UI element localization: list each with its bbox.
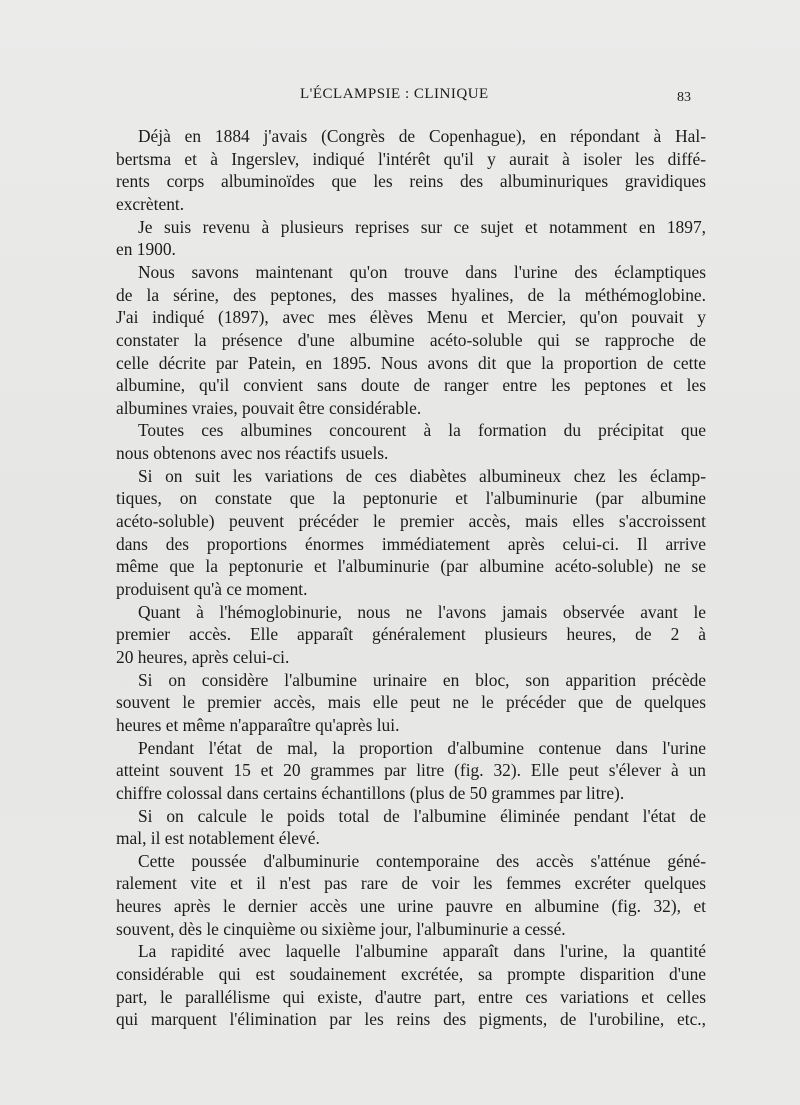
text-line: premier accès. Elle apparaît généralement plusieurs heures, de 2 à (116, 624, 706, 645)
text-line: tiques, on constate que la peptonurie et l'albuminurie (par albumine (116, 488, 706, 509)
text-line: 20 heures, après celui-ci. (116, 646, 290, 667)
text-line: qui marquent l'élimination par les reins des pigments, de l'urobiline, etc., (116, 1009, 706, 1030)
text-line: en 1900. (116, 239, 176, 260)
text-line: albumine, qu'il convient sans doute de ranger entre les peptones et les (116, 375, 706, 396)
text-line: Déjà en 1884 j'avais (Congrès de Copenhague), en répondant à Hal- (138, 126, 706, 146)
text-line: Si on suit les variations de ces diabètes albumineux chez les éclamp- (138, 465, 706, 486)
text-line: même que la peptonurie et l'albuminurie (par albumine acéto-soluble) ne se (116, 556, 706, 577)
text-line: Pendant l'état de mal, la proportion d'albumine contenue dans l'urine (138, 737, 706, 758)
text-line: mal, il est notablement élevé. (116, 828, 320, 849)
text-line: acéto-soluble) peuvent précéder le premier accès, mais elles s'accroissent (116, 511, 706, 531)
text-line: excrètent. (116, 193, 185, 214)
text-line: La rapidité avec laquelle l'albumine apparaît dans l'urine, la quantité (138, 941, 706, 962)
text-line: souvent, dès le cinquième ou sixième jour, l'albuminurie a cessé. (116, 918, 566, 939)
text-line: celle décrite par Patein, en 1895. Nous avons dit que la proportion de cette (116, 352, 706, 373)
text-line: Toutes ces albumines concourent à la formation du précipitat que (138, 420, 706, 441)
text-line: heures et même n'apparaître qu'après lui. (116, 714, 400, 735)
text-line: Si on calcule le poids total de l'albumine éliminée pendant l'état de (138, 805, 706, 826)
text-line: Si on considère l'albumine urinaire en bloc, son apparition précède (138, 669, 706, 690)
text-line: part, le parallélisme qui existe, d'autre part, entre ces variations et celles (116, 986, 706, 1007)
text-line: souvent le premier accès, mais elle peut ne le précéder que de quelques (116, 692, 706, 713)
text-line: chiffre colossal dans certains échantillons (plus de 50 grammes par litre). (116, 782, 625, 803)
text-line: de la sérine, des peptones, des masses hyalines, de la méthémoglobine. (116, 284, 706, 305)
running-title: L'ÉCLAMPSIE : CLINIQUE (300, 86, 489, 102)
text-line: Cette poussée d'albuminurie contemporaine des accès s'atténue géné- (138, 850, 706, 871)
text-line: albumines vraies, pouvait être considérable. (116, 397, 422, 418)
text-line: heures après le dernier accès une urine pauvre en albumine (fig. 32), et (116, 896, 706, 917)
text-line: Je suis revenu à plusieurs reprises sur ce sujet et notamment en 1897, (138, 216, 706, 237)
text-line: J'ai indiqué (1897), avec mes élèves Menu et Mercier, qu'on pouvait y (116, 307, 706, 328)
text-line: dans des proportions énormes immédiatement après celui-ci. Il arrive (116, 533, 706, 554)
page-number: 83 (677, 90, 691, 105)
text-line: constater la présence d'une albumine acéto-soluble qui se rapproche de (116, 329, 706, 350)
text-line: Nous savons maintenant qu'on trouve dans l'urine des éclamptiques (138, 261, 706, 282)
text-line: produisent qu'à ce moment. (116, 579, 308, 599)
text-line: Quant à l'hémoglobinurie, nous ne l'avons jamais observée avant le (138, 601, 706, 622)
text-line: ralement vite et il n'est pas rare de voir les femmes excréter quelques (116, 873, 706, 894)
text-line: atteint souvent 15 et 20 grammes par litre (fig. 32). Elle peut s'élever à un (116, 760, 706, 781)
text-line: rents corps albuminoïdes que les reins des albuminuriques gravidiques (116, 171, 706, 192)
text-line: bertsma et à Ingerslev, indiqué l'intérêt qu'il y aurait à isoler les diffé- (116, 148, 706, 169)
text-line: nous obtenons avec nos réactifs usuels. (116, 443, 389, 464)
text-line: considérable qui est soudainement excrétée, sa prompte disparition d'une (116, 964, 706, 984)
